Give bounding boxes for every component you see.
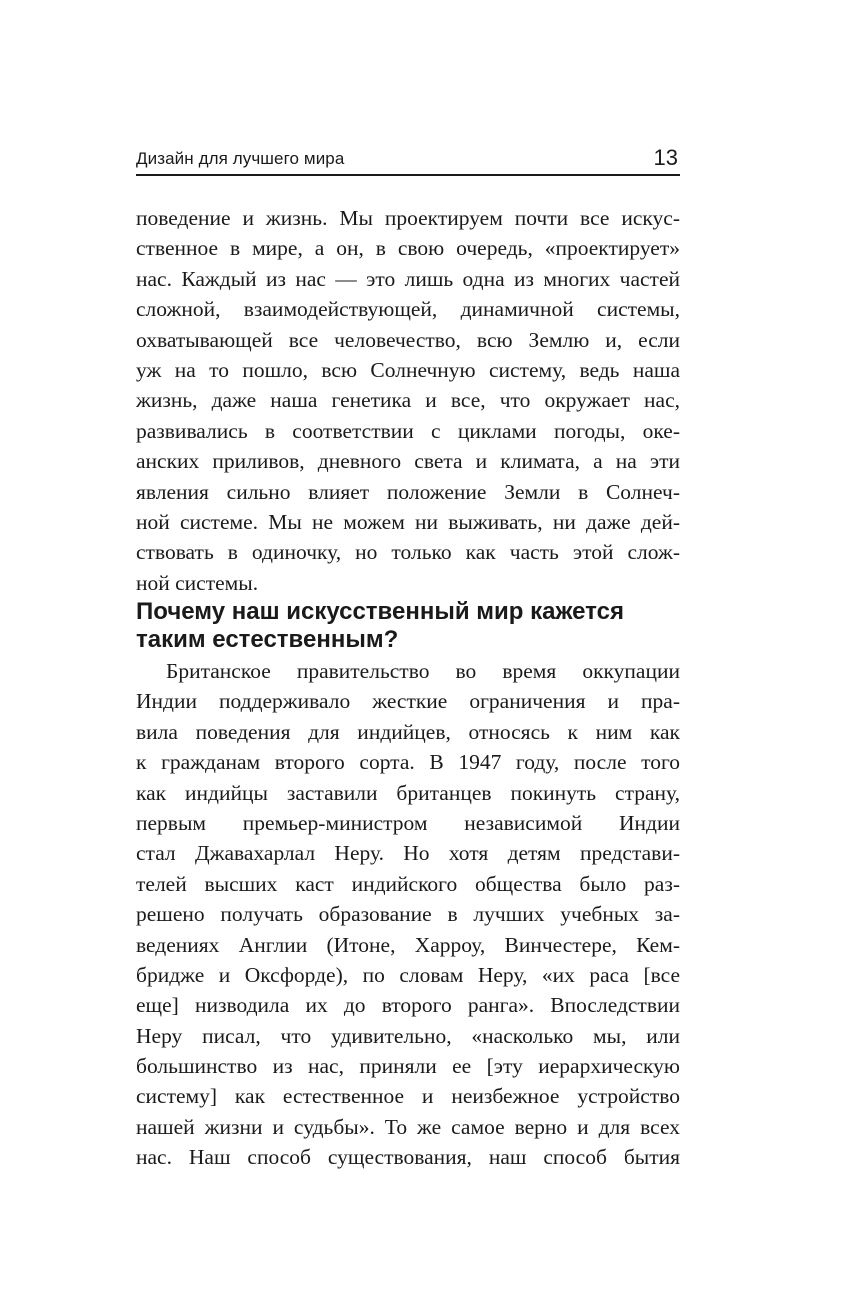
text-line: решено получать образование в лучших учебных за- xyxy=(136,902,680,927)
text-line: ведениях Англии (Итоне, Харроу, Винчестере, Кем- xyxy=(136,932,680,957)
text-line: систему] как естественное и неизбежное устройство xyxy=(136,1084,680,1109)
text-line: развивались в соответствии с циклами погоды, оке- xyxy=(136,418,680,443)
text-line: бридже и Оксфорде), по словам Неру, «их раса [все xyxy=(136,962,680,987)
text-line: охватывающей все человечество, всю Землю и, если xyxy=(136,327,680,352)
text-line: поведение и жизнь. Мы проектируем почти все искус- xyxy=(136,206,680,230)
text-line: уж на то пошло, всю Солнечную систему, ведь наша xyxy=(136,357,680,382)
text-line: Неру писал, что удивительно, «насколько мы, или xyxy=(136,1023,680,1048)
heading-line: Почему наш искусственный мир кажется xyxy=(136,598,624,625)
text-line: Британское правительство во время оккупации xyxy=(166,659,680,683)
text-line: Индии поддерживало жесткие ограничения и пра- xyxy=(136,689,680,714)
text-line: ственное в мире, а он, в свою очередь, «проектирует» xyxy=(136,236,680,261)
paragraph-2 xyxy=(136,656,680,1173)
page-number: 13 xyxy=(653,145,678,170)
text-line: еще] низводила их до второго ранга». Впоследствии xyxy=(136,993,680,1018)
text-line: нашей жизни и судьбы». То же самое верно и для всех xyxy=(136,1114,680,1139)
text-line: ной системы. xyxy=(136,570,259,595)
heading-line: таким естественным? xyxy=(136,626,399,653)
section-heading xyxy=(136,598,680,654)
text-line: явления сильно влияет положение Земли в Солнеч- xyxy=(136,479,680,504)
text-line: как индийцы заставили британцев покинуть страну, xyxy=(136,780,680,805)
text-line: нас. Каждый из нас — это лишь одна из многих частей xyxy=(136,266,680,291)
text-line: первым премьер-министром независимой Индии xyxy=(136,810,680,835)
text-line: большинство из нас, приняли ее [эту иерархическую xyxy=(136,1054,680,1079)
text-line: ной системе. Мы не можем ни выживать, ни даже дей- xyxy=(136,509,680,534)
text-line: анских приливов, дневного света и климата, а на эти xyxy=(136,449,680,474)
text-line: жизнь, даже наша генетика и все, что окружает нас, xyxy=(136,388,680,413)
running-header xyxy=(136,142,680,176)
text-line: к гражданам второго сорта. В 1947 году, после того xyxy=(136,750,680,775)
text-line: сложной, взаимодействующей, динамичной системы, xyxy=(136,297,680,322)
text-line: стал Джавахарлал Неру. Но хотя детям представи- xyxy=(136,841,680,866)
running-title: Дизайн для лучшего мира xyxy=(136,149,345,168)
text-line: ствовать в одиночку, но только как часть этой слож- xyxy=(136,540,680,565)
text-line: вила поведения для индийцев, относясь к ним как xyxy=(136,719,680,744)
text-line: телей высших каст индийского общества было раз- xyxy=(136,871,680,896)
paragraph-1 xyxy=(136,203,680,598)
text-line: нас. Наш способ существования, наш способ бытия xyxy=(136,1145,680,1170)
